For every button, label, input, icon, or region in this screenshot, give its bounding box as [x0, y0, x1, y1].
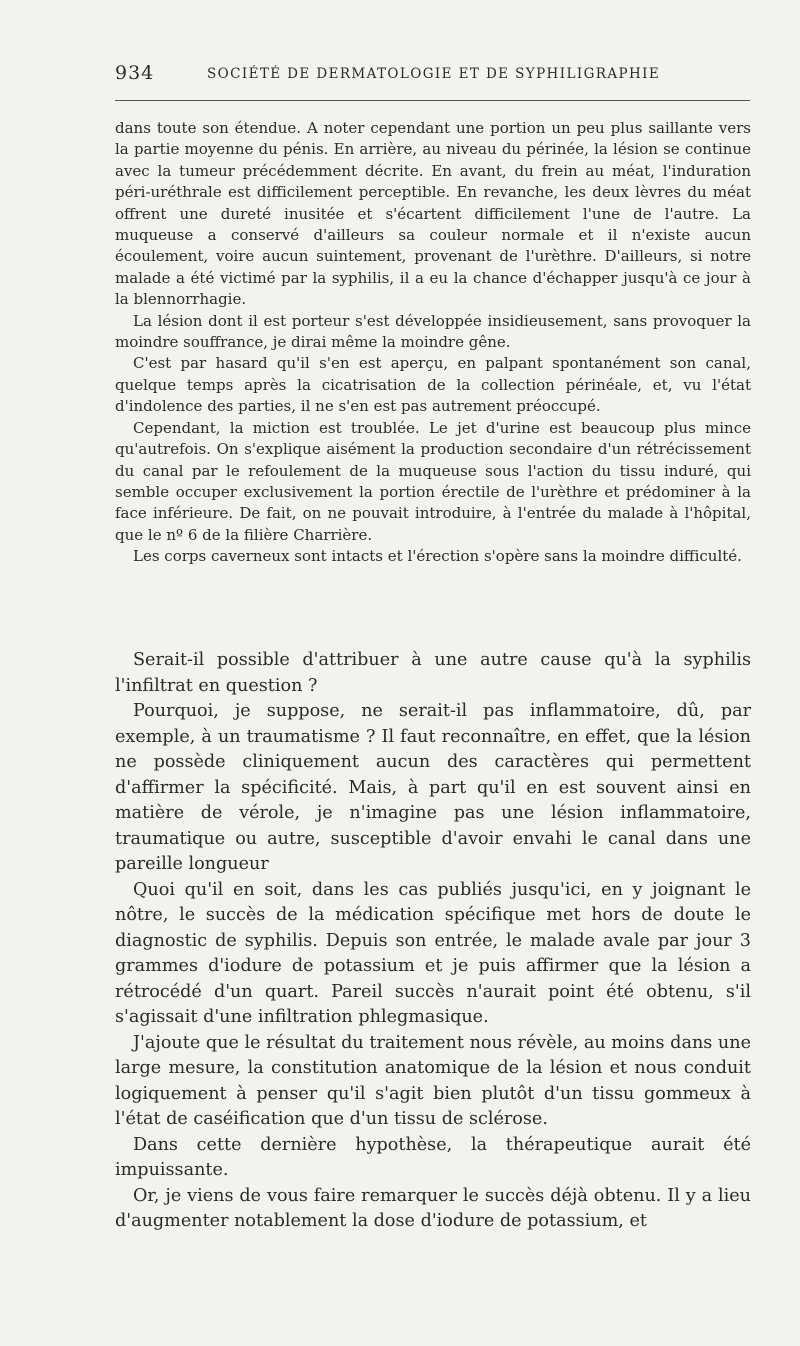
paragraph: Pourquoi, je suppose, ne serait-il pas inflammatoire, dû, par exemple, à un traumatisme ? Il faut reconnaître, en effet, que la lésion ne possède cliniquement aucun des caractères qui permettent d'affirmer la spécificité. Mais, à part qu'il en est souvent ainsi en matière de vérole, je n'imagine pas une lésion inflammatoire, traumatique ou autre, susceptible d'avoir envahi le canal dans une pareille longueur [115, 701, 751, 874]
paragraph: dans toute son étendue. A noter cependant une portion un peu plus saillante vers la partie moyenne du pénis. En arrière, au niveau du périnée, la lésion se continue avec la tumeur précédemment décrite. En avant, du frein au méat, l'induration péri-uréthrale est difficilement perceptible. En revanche, les deux lèvres du méat offrent une dureté inusitée et s'écartent difficilement l'une de l'autre. La muqueuse a conservé d'ailleurs sa couleur normale et il n'existe aucun écoulement, voire aucun suintement, provenant de l'urèthre. D'ailleurs, si notre malade a été victimé par la syphilis, il a eu la chance d'échapper jusqu'à ce jour à la blennorrhagie. [115, 119, 751, 309]
paragraph: Or, je viens de vous faire remarquer le succès déjà obtenu. Il y a lieu d'augmenter notablement la dose d'iodure de potassium, et [115, 1185, 751, 1231]
paragraph: Les corps caverneux sont intacts et l'érection s'opère sans la moindre difficulté. [133, 547, 742, 566]
paragraph: Quoi qu'il en soit, dans les cas publiés jusqu'ici, en y joignant le nôtre, le succès de la médication spécifique met hors de doute le diagnostic de syphilis. Depuis son entrée, le malade avale par jour 3 grammes d'iodure de potassium et je puis affirmer que la lésion a rétrocédé d'un quart. Pareil succès n'aurait point été obtenu, s'il s'agissait d'une infiltration phlegmasique. [115, 879, 751, 1027]
page-number: 934 [115, 62, 155, 84]
paragraph: C'est par hasard qu'il s'en est aperçu, en palpant spontanément son canal, quelque temps après la cicatrisation de la collection périnéale, et, vu l'état d'indolence des parties, il ne s'en est pas autrement préoccupé. [115, 354, 751, 416]
page-header [115, 62, 750, 92]
paragraph: Cependant, la miction est troublée. Le jet d'urine est beaucoup plus mince qu'autrefois. On s'explique aisément la production secondaire d'un rétrécissement du canal par le refoulement de la muqueuse sous l'action du tissu induré, qui semble occuper exclusivement la portion érectile de l'urèthre et prédominer à la face inférieure. De fait, on ne pouvait introduire, à l'entrée du malade à l'hôpital, que le nº 6 de la filière Charrière. [115, 418, 751, 544]
paragraph: Serait-il possible d'attribuer à une autre cause qu'à la syphilis l'infiltrat en question ? [115, 650, 751, 696]
main-text-section [115, 648, 751, 1235]
paragraph: J'ajoute que le résultat du traitement nous révèle, au moins dans une large mesure, la constitution anatomique de la lésion et nous conduit logiquement à penser qu'il s'agit bien plutôt d'un tissu gommeux à l'état de caséification que d'un tissu de sclérose. [115, 1032, 751, 1129]
paragraph: Dans cette dernière hypothèse, la thérapeutique aurait été impuissante. [115, 1134, 751, 1180]
header-rule [115, 100, 750, 101]
running-title: SOCIÉTÉ DE DERMATOLOGIE ET DE SYPHILIGRAPHIE [207, 66, 661, 82]
small-print-section [115, 118, 751, 568]
paragraph: La lésion dont il est porteur s'est développée insidieusement, sans provoquer la moindre souffrance, je dirai même la moindre gêne. [115, 311, 751, 352]
